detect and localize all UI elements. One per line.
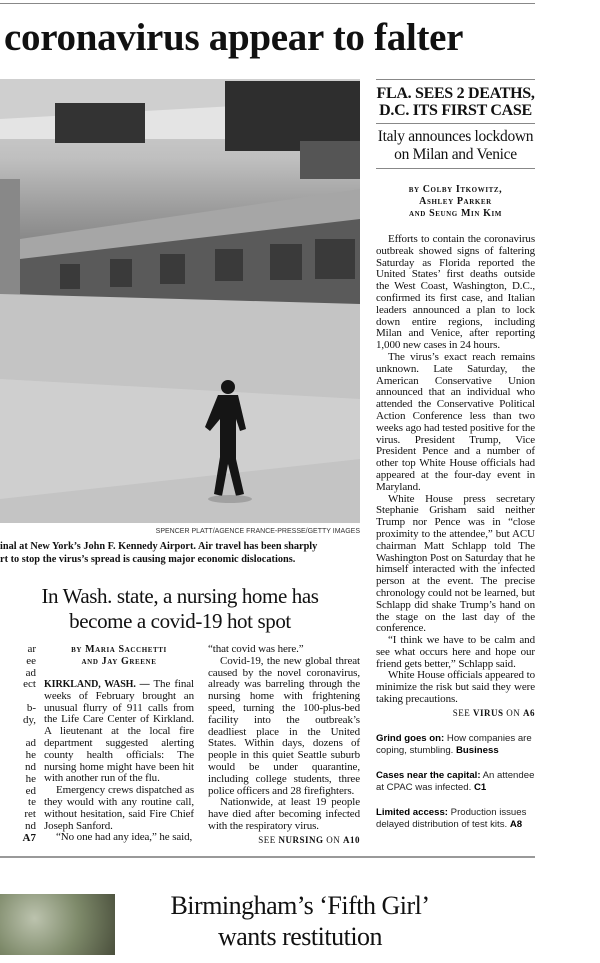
paragraph: Covid-19, the new global threat caused by the novel coronavirus, already was barreling through the nursing home with frightening speed, turning the 100-plus-bed facility into the outbreak’s deadliest place in the United States. Within days, dozens of people in this quiet Seattle suburb would be under quarantine, including college students, three police officers and 28 firefighters.	[208, 654, 360, 797]
promo-list	[376, 733, 535, 832]
promo-ref: Business	[456, 745, 499, 757]
jump-slug: VIRUS	[472, 707, 504, 718]
paragraph: Nationwide, at least 19 people have died after becoming infected with the respiratory virus.	[208, 796, 360, 832]
fragment-line: ad	[25, 737, 36, 750]
nursing-jump-link[interactable]	[208, 835, 360, 846]
fragment-line: b-	[26, 701, 36, 714]
photo-credit: SPENCER PLATT/AGENCE FRANCE-PRESSE/GETTY IMAGES	[155, 528, 360, 535]
promo-ref: C1	[473, 782, 487, 794]
virus-subhead: Italy announces lockdown on Milan and Venice	[377, 128, 534, 163]
fragment-line: nd	[25, 760, 36, 773]
see-label: SEE	[258, 834, 276, 845]
promo-ref: A8	[509, 819, 523, 831]
promo-text: An attendee at CPAC was infected.	[376, 769, 535, 794]
top-rule	[0, 3, 535, 4]
fragment-line: dy,	[22, 713, 36, 726]
bottom-section	[0, 856, 535, 955]
top-section	[0, 79, 535, 846]
paragraph: The virus’s exact reach remains unknown. Late Saturday, the American Conservative Union announced that an individual who attended the Conservative Political Action Conference less than two weeks ago had tested positive for the virus. President Trump, Vice President Pence and a number of other top White House officials had appeared at the four-day event in Maryland.	[376, 350, 535, 493]
nursing-headline: In Wash. state, a nursing home has become a covid-19 hot spot	[41, 584, 319, 633]
caption-line: rt to stop the virus’s spread is causing major economic dislocations.	[0, 554, 296, 565]
birmingham-headline: Birmingham’s ‘Fifth Girl’ wants restitution	[170, 890, 430, 951]
byline-line: by Colby Itkowitz,	[408, 184, 503, 195]
on-label: ON	[326, 834, 341, 845]
byline-line: and Seung Min Kim	[409, 208, 502, 219]
nursing-col-2	[208, 644, 360, 846]
paragraph	[44, 679, 194, 785]
fragment-line: nd	[25, 819, 36, 832]
photo-caption	[0, 540, 360, 566]
fragment-line: ad	[25, 666, 36, 679]
jump-slug: NURSING	[278, 834, 324, 845]
section-rule	[0, 856, 535, 858]
fragment-line: he	[25, 749, 36, 762]
paragraph-text: The final weeks of February brought an unusual flurry of 911 calls from the Life Care Center of Kirkland. A lieutenant at the local fire department suggested alerting county health officials: The nursing home might have been hit with another run of the flu.	[44, 678, 195, 785]
virus-byline	[376, 184, 535, 220]
byline-line: Ashley Parker	[419, 196, 492, 207]
bottom-story-photo	[0, 894, 115, 955]
fragment-line: ed	[25, 784, 36, 797]
fragment-line: ar	[27, 643, 36, 655]
promo-label: Cases near the capital:	[376, 769, 481, 781]
paragraph: Emergency crews dispatched as they would with any routine call, without hesitation, said Fire Chief Joseph Sanford.	[44, 784, 194, 832]
fragment-line: A7	[22, 831, 36, 844]
promo-label: Limited access:	[376, 806, 448, 818]
bottom-story	[0, 890, 535, 955]
main-headline: coronavirus appear to falter	[4, 16, 464, 59]
fragment-line: ect	[23, 678, 36, 691]
virus-story-body	[376, 234, 535, 719]
promo-text: Production issues delayed distribution of test kits.	[376, 806, 527, 831]
virus-jump-link[interactable]	[376, 708, 535, 719]
airport-photo	[0, 79, 360, 523]
paragraph: White House officials appeared to minimize the risk but said they were taking precautions.	[376, 669, 535, 706]
nursing-col-1-wrap	[44, 644, 194, 844]
fragment-line: he	[25, 772, 36, 785]
jump-page: A6	[523, 707, 535, 718]
paragraph: White House press secretary Stephanie Grisham said neither Trump nor Pence was in “close proximity to the attendee,” but ACU chairman Matt Schlapp told The Washington Post on Saturday that he himself interacted with the infected person at the event. The precise chronology could not be learned, but Schlapp did shake Trump’s hand on the stage on the last day of the conference.	[376, 492, 535, 635]
paragraph: “that covid was here.”	[208, 643, 304, 655]
rule	[376, 123, 535, 124]
nursing-columns	[0, 644, 360, 846]
dateline: KIRKLAND, WASH. —	[44, 679, 150, 690]
left-stack	[0, 79, 360, 846]
rule	[376, 168, 535, 169]
fragment-line: ee	[26, 654, 36, 667]
nursing-col-1	[44, 679, 194, 844]
jump-page: A10	[343, 834, 360, 845]
right-column	[376, 79, 535, 844]
on-label: ON	[506, 707, 521, 718]
paragraph: Efforts to contain the coronavirus outbreak showed signs of faltering Saturday as Florida reported the United States’ first deaths outside the West Coast, Washington, D.C., confirmed its first case, and Italian leaders announced a plan to lock down entire regions, including Milan and Venice, after reporting 1,000 new cases in 24 hours.	[376, 233, 535, 352]
rule	[376, 79, 535, 80]
promo-limited-access[interactable]	[376, 807, 535, 832]
virus-headline: FLA. SEES 2 DEATHS, D.C. ITS FIRST CASE	[376, 85, 535, 119]
promo-cases-near-capital[interactable]	[376, 770, 535, 795]
paragraph: “I think we have to be calm and see what occurs here and hope our friend gets better,” Schlapp said.	[376, 634, 535, 670]
promo-text: How companies are coping, stumbling.	[376, 732, 532, 757]
promo-grind-goes-on[interactable]	[376, 733, 535, 758]
paragraph: “No one had any idea,” he said,	[56, 831, 193, 844]
promo-label: Grind goes on:	[376, 732, 445, 744]
byline-line: and Jay Greene	[81, 656, 157, 667]
byline-line: by Maria Sacchetti	[71, 644, 167, 655]
nursing-byline	[44, 644, 194, 668]
fragment-line: te	[28, 796, 36, 809]
left-column-fragment	[0, 644, 36, 845]
caption-line: inal at New York’s John F. Kennedy Airport. Air travel has been sharply	[0, 541, 318, 552]
fragment-line: ret	[24, 808, 36, 821]
see-label: SEE	[452, 707, 471, 718]
